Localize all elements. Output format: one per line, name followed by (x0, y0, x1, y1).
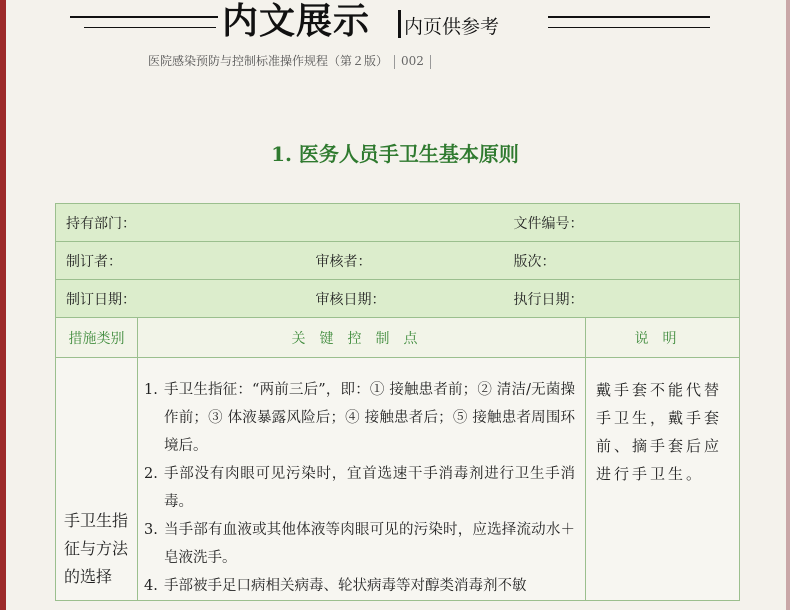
procedure-table (55, 203, 740, 601)
meta-row (56, 280, 740, 318)
column-header-row (56, 318, 740, 358)
page-frame-left (0, 0, 6, 610)
book-title: 医院感染预防与控制标准操作规程（第２版） (148, 54, 389, 68)
note-cell (586, 358, 740, 601)
banner-rule (548, 16, 710, 18)
meta-row (56, 242, 740, 280)
list-item (144, 516, 576, 572)
version-label: 版次： (504, 242, 740, 280)
document-number-label: 文件编号： (504, 204, 740, 242)
reviewer-label: 审核者： (306, 242, 504, 280)
list-item (144, 572, 575, 600)
item-text: 手部没有肉眼可见污染时，宜首选速干手消毒剂进行卫生手消毒。 (164, 466, 576, 510)
review-date-label: 审核日期： (306, 280, 504, 318)
column-header-points: 关键控制点 (138, 318, 586, 358)
item-number: 4. (144, 578, 158, 594)
banner-rule (70, 16, 218, 18)
table-row (56, 358, 740, 601)
item-number: 2. (144, 466, 158, 482)
item-text: 当手部有血液或其他体液等肉眼可见的污染时，应选择流动水＋皂液洗手。 (164, 522, 576, 566)
category-cell: 手卫生指征与方法的选择 (56, 358, 138, 601)
points-list (144, 358, 576, 600)
note-text: 戴手套不能代替手卫生，戴手套前、摘手套后应进行手卫生。 (596, 381, 723, 483)
running-head-divider (430, 55, 431, 69)
page-number: 002 (401, 54, 424, 68)
section-title: 1. 医务人员手卫生基本原则 (271, 142, 519, 166)
column-header-notes: 说明 (586, 318, 740, 358)
list-item (144, 460, 576, 516)
banner-divider (398, 10, 401, 38)
running-head (148, 52, 437, 69)
item-text: 手部被手足口病相关病毒、轮状病毒等对醇类消毒剂不敏 (164, 578, 527, 594)
author-label: 制订者： (56, 242, 306, 280)
running-head-divider (394, 55, 395, 69)
column-header-category: 措施类别 (56, 318, 138, 358)
list-item (144, 376, 576, 460)
banner (0, 0, 790, 48)
banner-rule (84, 27, 216, 28)
draft-date-label: 制订日期： (56, 280, 306, 318)
points-cell (138, 358, 586, 601)
page-frame-right (786, 0, 790, 610)
banner-title: 内文展示 (222, 1, 371, 42)
banner-subtitle: 内页供参考 (404, 16, 500, 38)
meta-row (56, 204, 740, 242)
item-number: 1. (144, 382, 158, 398)
item-text: 手卫生指征：“两前三后”，即：① 接触患者前；② 清洁/无菌操作前；③ 体液暴露风险后；④ 接触患者后；⑤ 接触患者周围环境后。 (164, 382, 576, 454)
effective-date-label: 执行日期： (504, 280, 740, 318)
holding-department-label: 持有部门： (56, 204, 504, 242)
banner-rule (548, 27, 710, 28)
item-number: 3. (144, 522, 158, 538)
